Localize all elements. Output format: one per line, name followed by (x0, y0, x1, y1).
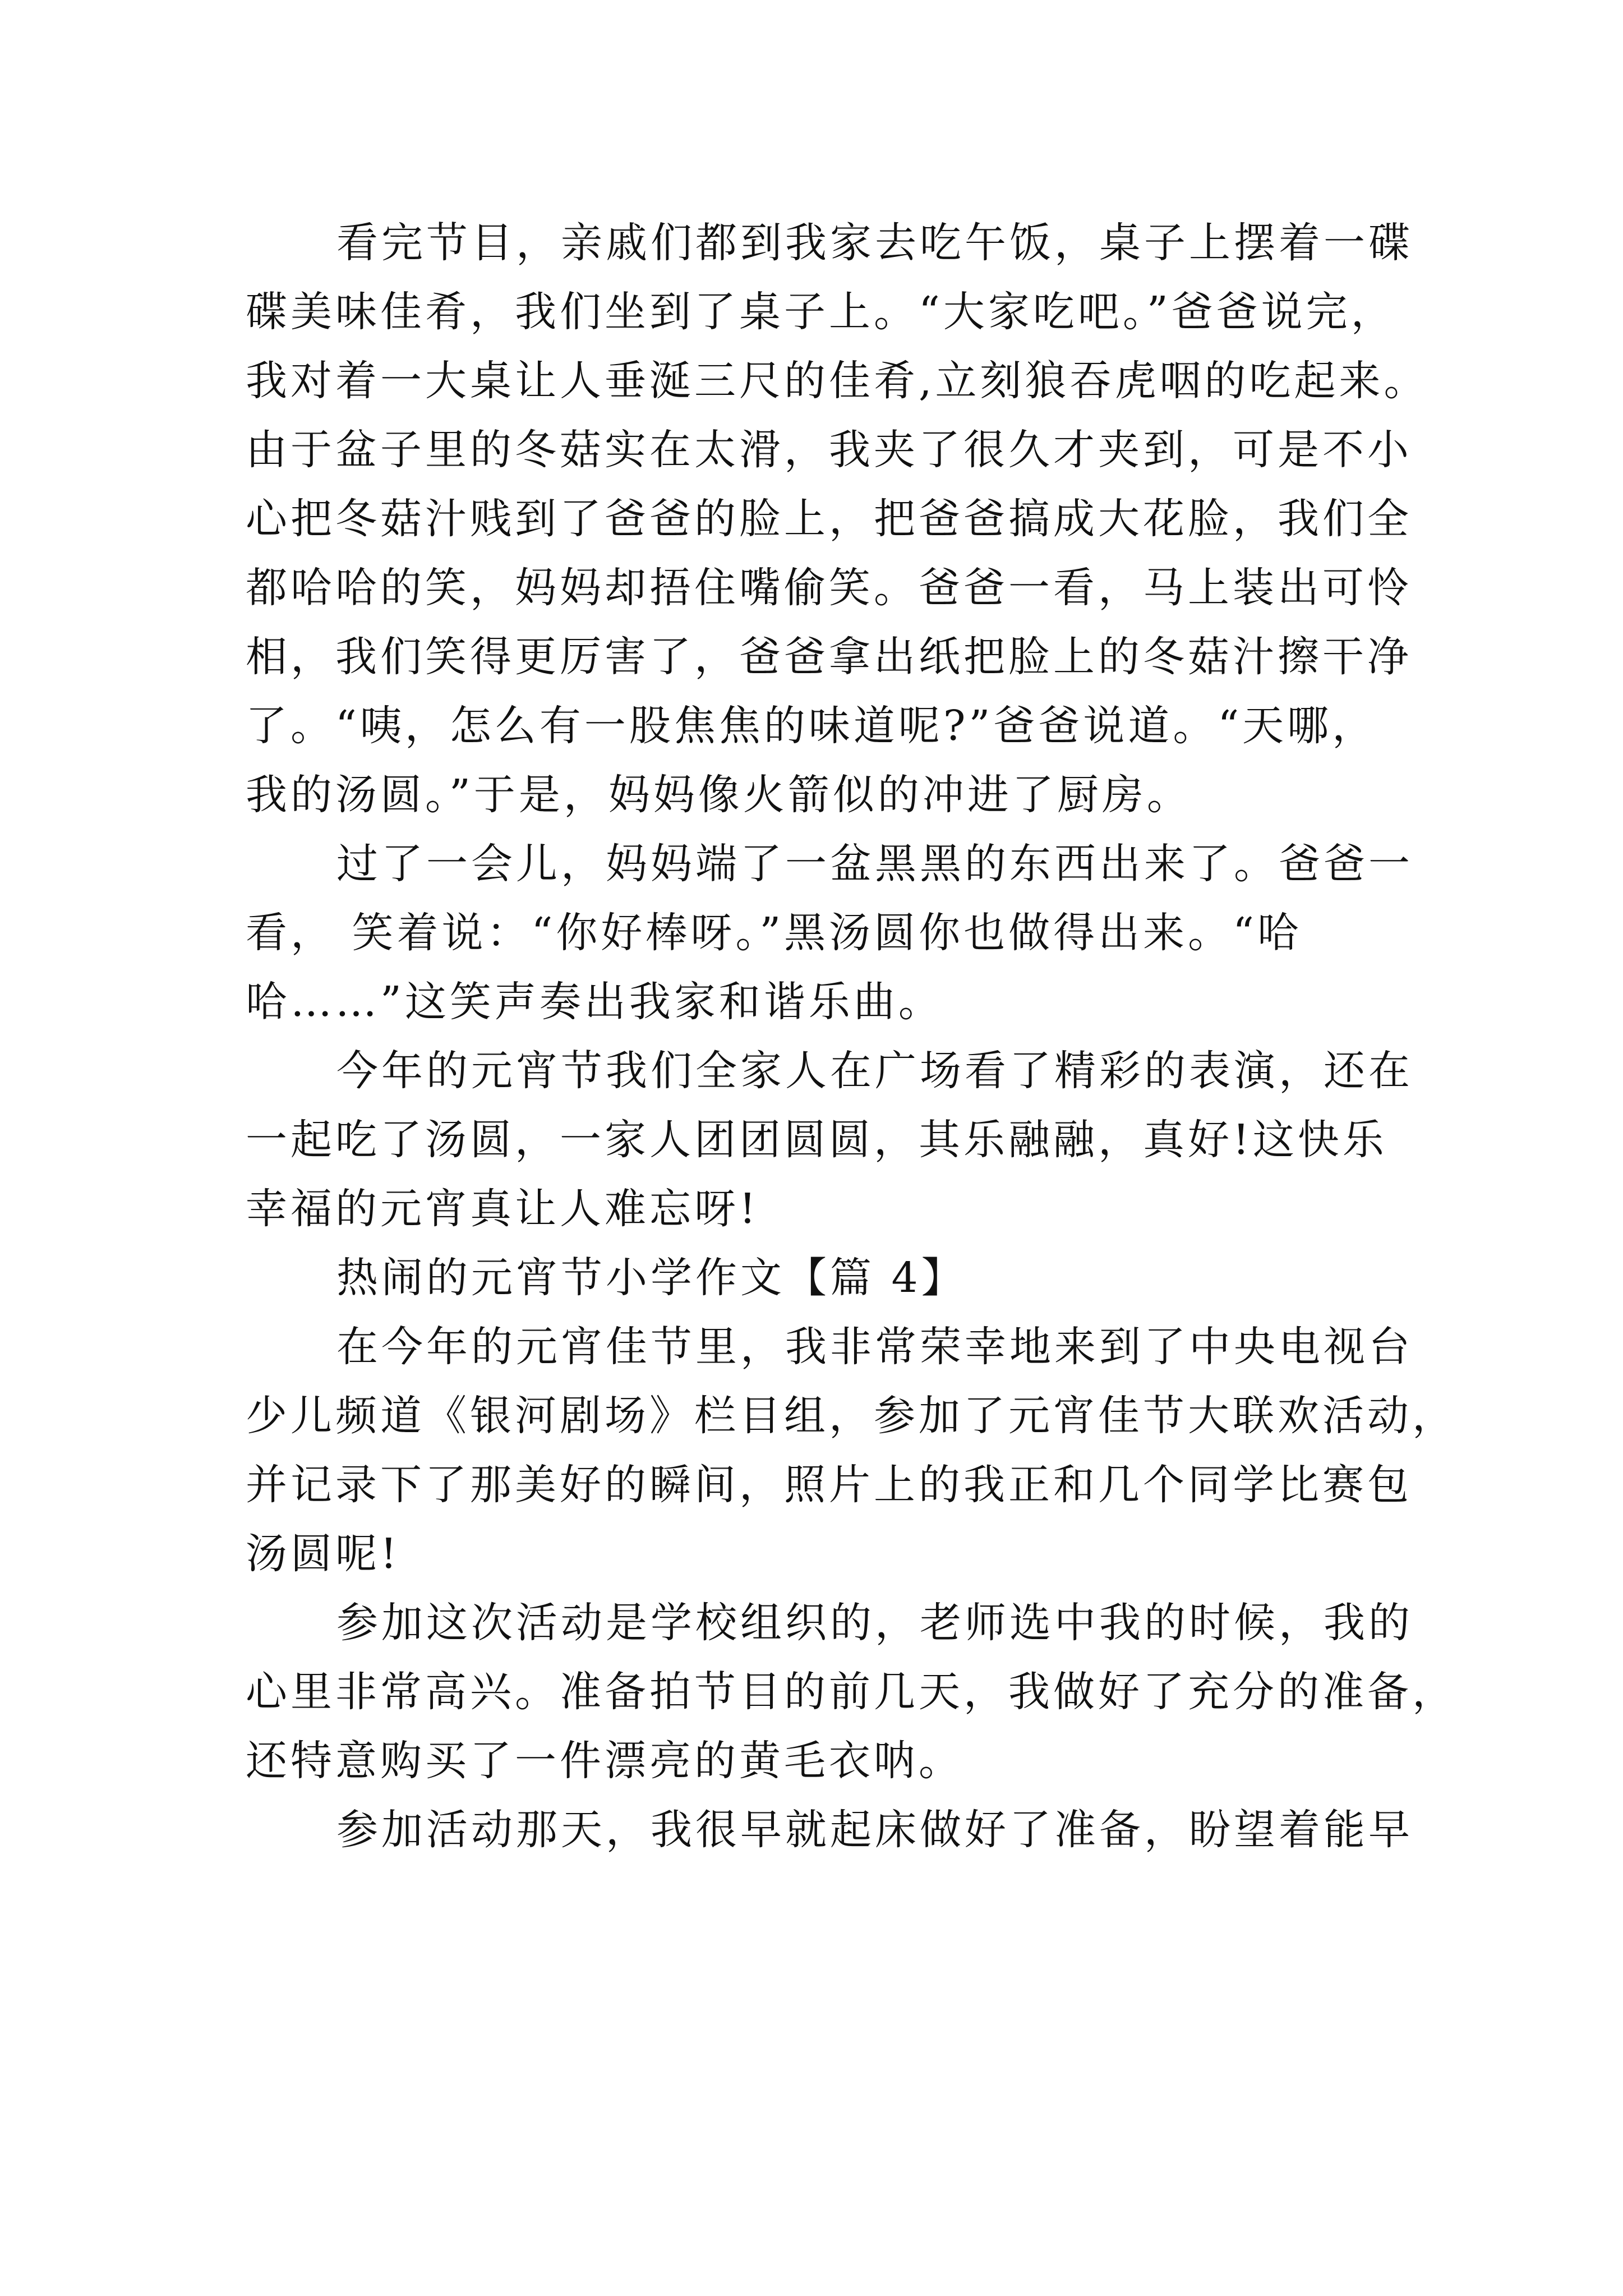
text-line: 哈……”这笑声奏出我家和谐乐曲。 (246, 978, 943, 1026)
text-line: 了。“咦，怎么有一股焦焦的味道呢?”爸爸说道。“天哪， (246, 702, 1377, 750)
text-line: 并记录下了那美好的瞬间，照片上的我正和几个同学比赛包 (246, 1461, 1412, 1509)
text-line: 汤圆呢! (246, 1530, 400, 1578)
text-line: 看， 笑着说：“你好棒呀。”黑汤圆你也做得出来。“哈 (246, 909, 1303, 957)
text-line: 少儿频道《银河剧场》栏目组，参加了元宵佳节大联欢活动， (246, 1392, 1457, 1440)
document-body (246, 209, 1457, 1865)
section-heading: 热闹的元宵节小学作文【篇 4】 (336, 1254, 966, 1302)
text-line: 还特意购买了一件漂亮的黄毛衣呐。 (246, 1737, 963, 1785)
text-line: 心里非常高兴。准备拍节目的前几天，我做好了充分的准备， (246, 1668, 1457, 1716)
text-line: 碟美味佳肴，我们坐到了桌子上。“大家吃吧。”爸爸说完， (246, 288, 1396, 336)
text-line: 幸福的元宵真让人难忘呀! (246, 1185, 759, 1233)
text-line: 相，我们笑得更厉害了，爸爸拿出纸把脸上的冬菇汁擦干净 (246, 633, 1412, 681)
text-line: 参加活动那天，我很早就起床做好了准备，盼望着能早 (336, 1806, 1413, 1854)
text-line: 我的汤圆。”于是，妈妈像火箭似的冲进了厨房。 (246, 771, 1192, 819)
text-line: 心把冬菇汁贱到了爸爸的脸上，把爸爸搞成大花脸，我们全 (246, 495, 1412, 543)
text-line: 在今年的元宵佳节里，我非常荣幸地来到了中央电视台 (336, 1323, 1413, 1371)
text-line: 一起吃了汤圆，一家人团团圆圆，其乐融融，真好!这快乐 (246, 1116, 1387, 1164)
text-line: 今年的元宵节我们全家人在广场看了精彩的表演，还在 (336, 1047, 1413, 1095)
text-line: 参加这次活动是学校组织的，老师选中我的时候，我的 (336, 1599, 1413, 1647)
text-line: 我对着一大桌让人垂涎三尺的佳肴,立刻狼吞虎咽的吃起来。 (246, 357, 1429, 405)
text-line: 都哈哈的笑，妈妈却捂住嘴偷笑。爸爸一看，马上装出可怜 (246, 564, 1412, 612)
text-line: 过了一会儿，妈妈端了一盆黑黑的东西出来了。爸爸一 (336, 840, 1413, 888)
text-line: 由于盆子里的冬菇实在太滑，我夹了很久才夹到，可是不小 (246, 426, 1412, 474)
text-line: 看完节目，亲戚们都到我家去吃午饭，桌子上摆着一碟 (336, 219, 1413, 267)
